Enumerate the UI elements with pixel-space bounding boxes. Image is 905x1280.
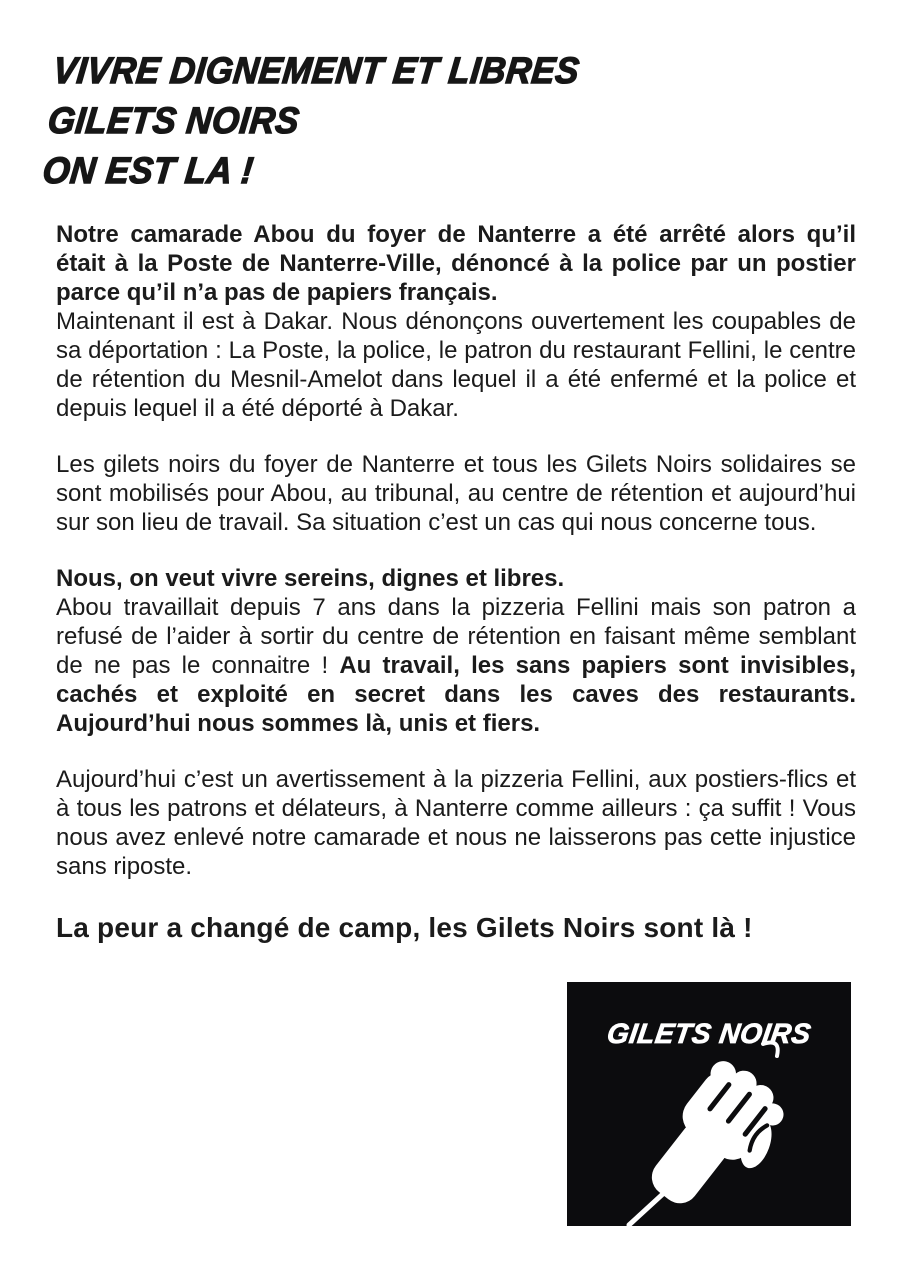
paragraph-run-bold: Notre camarade Abou du foyer de Nanterre a été arrêté alors qu’il était à la Poste de Nanterre-Ville, dénoncé à la police par un postier parce qu’il n’a pas de papiers français.: [56, 221, 856, 306]
title-line-2: GILETS NOIRS: [46, 100, 302, 141]
paragraph-run: Abou travaillait depuis 7 ans dans la pizzeria Fellini mais son patron a refusé de l’aider à sortir du centre de rétention en faisant même semblant de ne pas le connaitre !: [56, 594, 856, 679]
body-paragraph: [56, 307, 856, 423]
paragraph-run: Aujourd’hui c’est un avertissement à la pizzeria Fellini, aux postiers-flics et à tous les patrons et délateurs, à Nanterre comme ailleurs : ça suffit ! Vous nous avez enlevé notre camarade et nous ne laisserons pas cette injustice sans riposte.: [56, 766, 856, 880]
flyer-title: [40, 46, 808, 196]
body-paragraph: [56, 765, 856, 881]
gilets-noirs-logo: [567, 982, 851, 1226]
title-line-1: VIVRE DIGNEMENT ET LIBRES: [51, 50, 582, 91]
body-paragraph: [56, 564, 856, 593]
flyer-content: [40, 46, 857, 944]
paragraph-run: Les gilets noirs du foyer de Nanterre et tous les Gilets Noirs solidaires se sont mobilisés pour Abou, au tribunal, au centre de rétention et aujourd’hui sur son lieu de travail. Sa situation c’est un cas qui nous concerne tous.: [56, 451, 856, 536]
title-line-3: ON EST LA !: [40, 150, 256, 191]
body-paragraph: [56, 450, 856, 537]
paragraph-run-bold: Nous, on veut vivre sereins, dignes et libres.: [56, 565, 565, 592]
body-text: [56, 220, 856, 881]
logo-label: GILETS NOIRS: [605, 1018, 814, 1049]
paragraph-run: Maintenant il est à Dakar. Nous dénonçons ouvertement les coupables de sa déportation : La Poste, la police, le patron du restaurant Fellini, le centre de rétention du Mesnil-Amelot dans lequel il a été enfermé et la police et depuis lequel il a été déporté à Dakar.: [56, 308, 856, 422]
body-paragraph: [56, 593, 856, 738]
paragraph-run-bold: Au travail, les sans papiers sont invisibles, cachés et exploité en secret dans les caves des restaurants. Aujourd’hui nous sommes là, unis et fiers.: [56, 652, 857, 737]
body-paragraph: [56, 220, 856, 307]
closing-slogan: La peur a changé de camp, les Gilets Noirs sont là !: [56, 912, 753, 943]
